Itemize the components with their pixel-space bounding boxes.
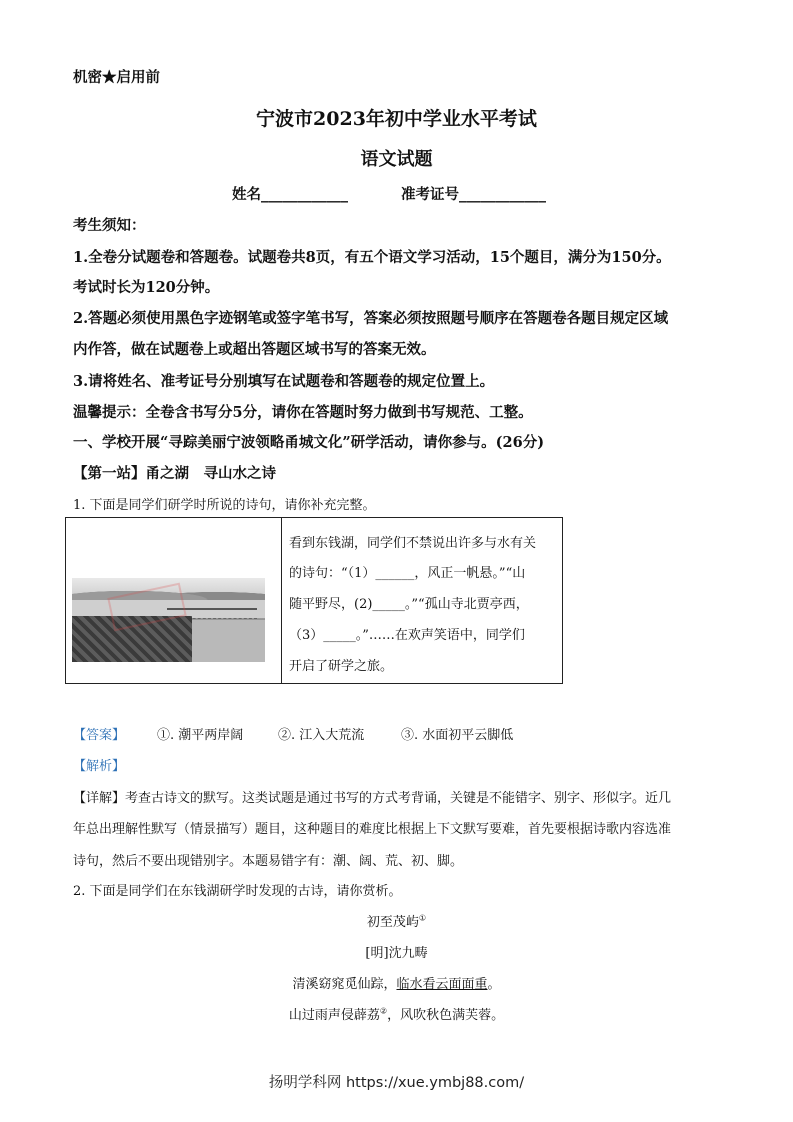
poem-line-2-part-b: ，风吹秋色满芙蓉。 — [387, 1008, 505, 1023]
footer-watermark: 扬明学科网 https://xue.ymbj88.com/ — [268, 1075, 525, 1091]
instruction-1-line-1: 1.全卷分试题卷和答题卷。试题卷共8页，有五个语文学习活动，15个题目，满分为150分。 — [73, 249, 671, 266]
instructions-heading: 考生须知： — [73, 217, 146, 234]
analysis-detail-line-3: 诗句，然后不要出现错别字。本题易错字有：潮、阔、荒、初、脚。 — [73, 854, 464, 869]
answer-3: ③. 水面初平云脚低 — [401, 728, 514, 743]
question-1-text-line-1: 看到东钱湖，同学们不禁说出许多与水有关 — [289, 536, 537, 551]
lake-photo — [72, 578, 265, 662]
poem-title-note: ① — [418, 913, 427, 923]
answer-label: 【答案】 — [73, 728, 126, 743]
question-1-prompt: 1. 下面是同学们研学时所说的诗句，请你补充完整。 — [73, 498, 376, 513]
instruction-1-line-2: 考试时长为120分钟。 — [73, 279, 220, 296]
poem-line-1-part-a: 清溪窈窕觅仙踪， — [292, 977, 397, 992]
poem-line-1 — [0, 973, 793, 992]
section-1-heading: 一、学校开展“寻踪美丽宁波领略甬城文化”研学活动，请你参与。(26分) — [73, 434, 545, 451]
analysis-label: 【解析】 — [73, 759, 126, 774]
name-field: 姓名____________ — [232, 186, 348, 203]
poem-line-2 — [0, 1004, 793, 1023]
poem-line-2-part-a: 山过雨声侵薜荔 — [288, 1008, 380, 1023]
question-1-table — [65, 517, 563, 684]
poem-line-1-underlined: 临水看云面面重 — [396, 977, 488, 992]
warm-tip: 温馨提示：全卷含书写分5分，请你在答题时努力做到书写规范、工整。 — [73, 404, 533, 421]
instruction-3: 3.请将姓名、准考证号分别填写在试题卷和答题卷的规定位置上。 — [73, 373, 495, 390]
question-2-prompt: 2. 下面是同学们在东钱湖研学时发现的古诗，请你赏析。 — [73, 884, 402, 899]
instruction-2-line-2: 内作答，做在试题卷上或超出答题区域书写的答案无效。 — [73, 341, 436, 358]
detail-label: 【详解】 — [73, 791, 126, 806]
poem-title — [0, 911, 793, 930]
question-1-text-line-2: 的诗句：“（1）______，风正一帆悬。”“山 — [289, 566, 526, 581]
question-1-text-line-4: （3）_____。”……在欢声笑语中，同学们 — [289, 628, 525, 643]
paper-subtitle: 语文试题 — [360, 149, 433, 170]
confidential-label: 机密★启用前 — [73, 69, 160, 86]
table-divider — [281, 518, 282, 683]
detail-text-1: 考查古诗文的默写。这类试题是通过书写的方式考背诵，关键是不能错字、别字、形似字。近几 — [125, 791, 672, 806]
question-1-text-line-3: 随平野尽，(2)_____。”“孤山寺北贾亭西， — [289, 597, 529, 612]
answer-1: ①. 潮平两岸阔 — [157, 728, 244, 743]
analysis-detail-line-1 — [73, 787, 671, 806]
exam-id-field: 准考证号____________ — [401, 186, 546, 203]
poem-title-text: 初至茂屿 — [366, 915, 419, 930]
station-1-heading: 【第一站】甬之湖 寻山水之诗 — [73, 465, 276, 482]
poem-line-2-note: ② — [379, 1006, 388, 1016]
answer-2: ②. 江入大荒流 — [278, 728, 365, 743]
poem-author: [明]沈九畴 — [365, 946, 428, 961]
analysis-detail-line-2: 年总出理解性默写（情景描写）题目，这种题目的难度比根据上下文默写要难，首先要根据诗歌内容选准 — [73, 822, 672, 837]
instruction-2-line-1: 2.答题必须使用黑色字迹钢笔或签字笔书写，答案必须按照题号顺序在答题卷各题目规定区域 — [73, 310, 669, 327]
poem-line-1-end: 。 — [487, 977, 501, 992]
question-1-text-line-5: 开启了研学之旅。 — [289, 659, 394, 674]
exam-title: 宁波市2023年初中学业水平考试 — [256, 108, 537, 130]
